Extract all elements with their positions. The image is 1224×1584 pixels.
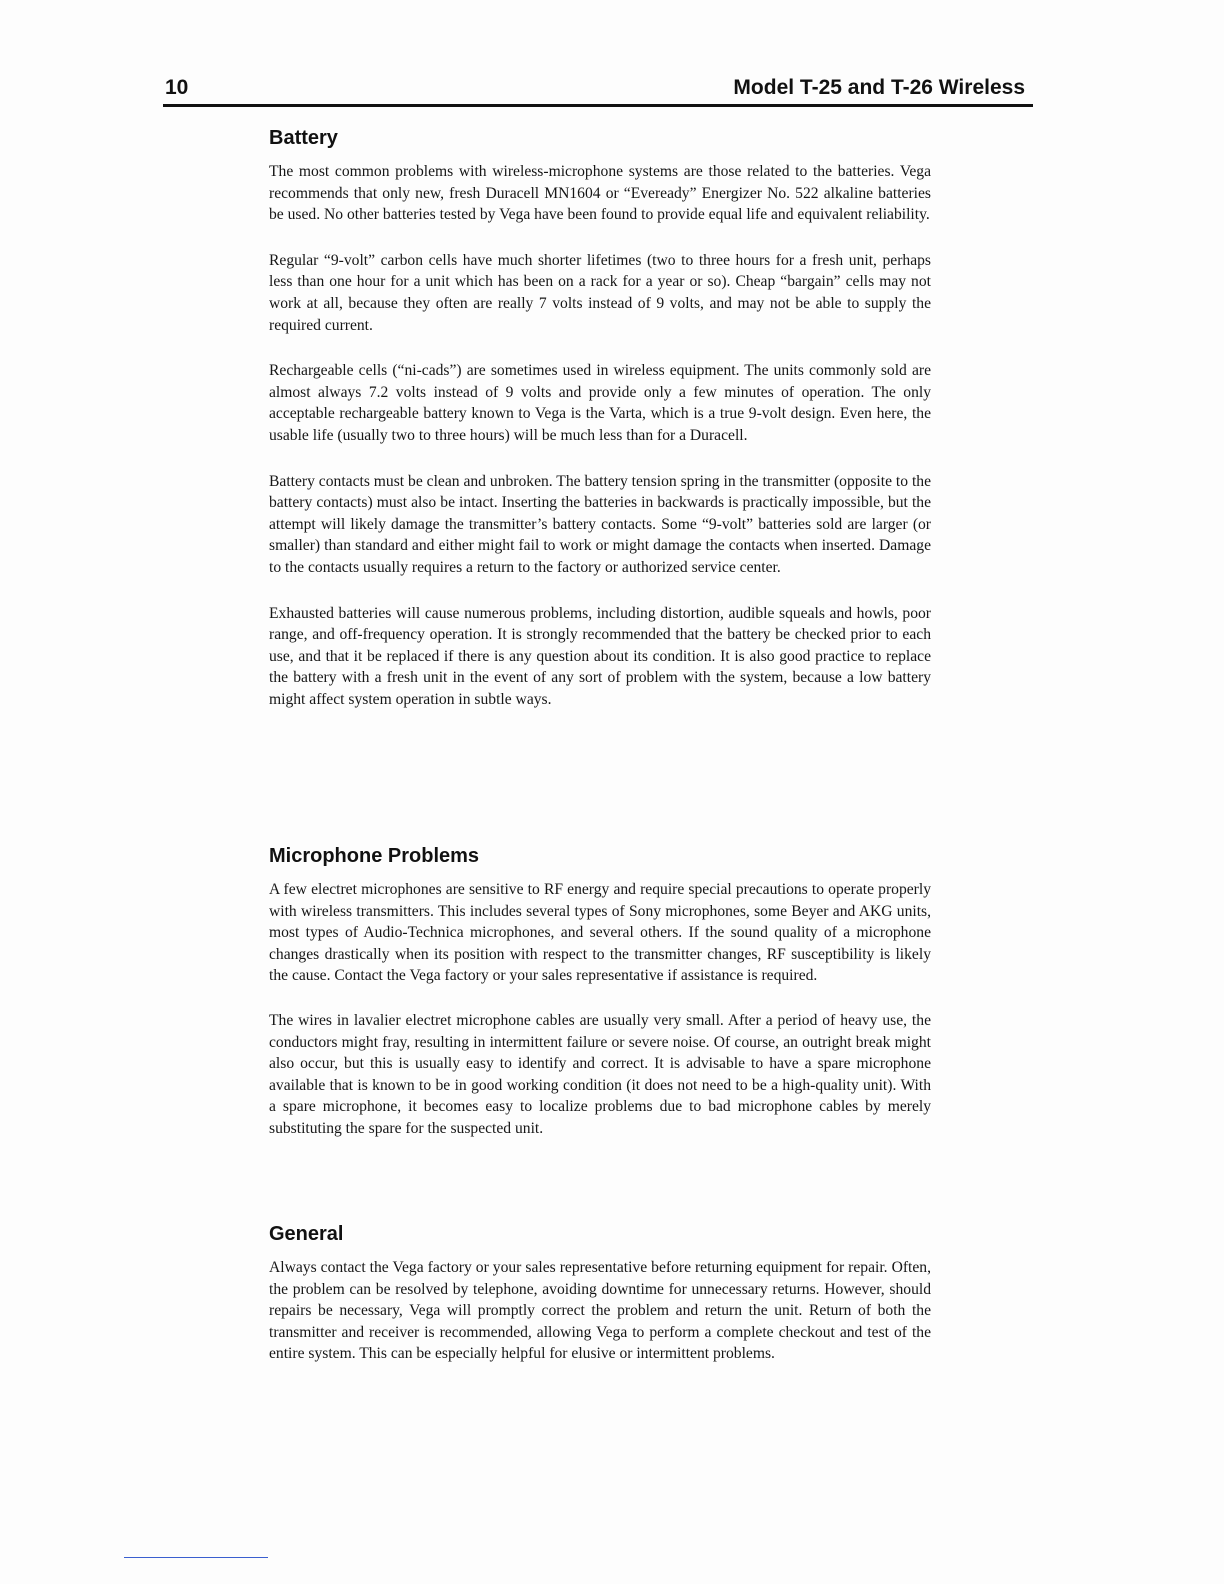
paragraph: Exhausted batteries will cause numerous problems, including distortion, audible squeals and howls, poor range, and off-frequency operation. It is strongly recommended that the battery be checked prior to each use, and that it be replaced if there is any question about its condition. It is also good practice to replace the battery with a fresh unit in the event of any sort of problem with the system, because a low battery might affect system operation in subtle ways. xyxy=(269,604,931,708)
paragraph: Battery contacts must be clean and unbroken. The battery tension spring in the transmitter (opposite to the battery contacts) must also be intact. Inserting the batteries in backwards is practically impossible, but the attempt will likely damage the transmitter’s battery contacts. Some “9-volt” batteries sold are larger (or smaller) than standard and either might fail to work or might damage the contacts when inserted. Damage to the contacts usually requires a return to the factory or authorized service center. xyxy=(269,472,931,576)
section-heading-general: General xyxy=(269,1223,344,1245)
paragraph: Rechargeable cells (“ni-cads”) are sometimes used in wireless equipment. The units commonly sold are almost always 7.2 volts instead of 9 volts and provide only a few minutes of operation. The only acceptable rechargeable battery known to Vega is the Varta, which is a true 9-volt design. Even here, the usable life (usually two to three hours) will be much less than for a Duracell. xyxy=(269,362,931,444)
page-number: 10 xyxy=(165,76,189,99)
section-heading-battery: Battery xyxy=(269,127,338,149)
section-heading-microphone-problems: Microphone Problems xyxy=(269,845,480,867)
page-header xyxy=(163,72,1033,104)
running-title: Model T-25 and T-26 Wireless xyxy=(733,76,1025,99)
paragraph: The wires in lavalier electret microphone cables are usually very small. After a period of heavy use, the conductors might fray, resulting in intermittent failure or severe noise. Of course, an outright break might also occur, but this is usually easy to identify and correct. It is advisable to have a spare microphone available that is known to be in good working condition (it does not need to be a high-quality unit). With a spare microphone, it becomes easy to localize problems due to bad microphone cables by merely substituting the spare for the suspected unit. xyxy=(269,1011,931,1137)
paragraph: A few electret microphones are sensitive to RF energy and require special precautions to operate properly with wireless transmitters. This includes several types of Sony microphones, some Beyer and AKG units, most types of Audio-Technica microphones, and several others. If the sound quality of a microphone changes drastically when its position with respect to the transmitter changes, RF susceptibility is likely the cause. Contact the Vega factory or your sales representative if assistance is required. xyxy=(269,881,931,985)
header-rule xyxy=(163,104,1033,107)
section-microphone-problems xyxy=(269,839,931,1163)
paragraph: The most common problems with wireless-microphone systems are those related to the batteries. Vega recommends that only new, fresh Duracell MN1604 or “Eveready” Energizer No. 522 alkaline batteries be used. No other batteries tested by Vega have been found to provide equal life and equivalent reliability. xyxy=(269,163,931,224)
section-battery xyxy=(269,118,931,734)
paragraph: Always contact the Vega factory or your sales representative before returning equipment for repair. Often, the problem can be resolved by telephone, avoiding downtime for unnecessary returns. However, should repairs be necessary, Vega will promptly correct the problem and return the unit. Return of both the transmitter and receiver is recommended, allowing Vega to perform a complete checkout and test of the entire system. This can be especially helpful for elusive or intermittent problems. xyxy=(269,1259,931,1363)
footnote-rule xyxy=(124,1557,268,1558)
paragraph: Regular “9-volt” carbon cells have much shorter lifetimes (two to three hours for a fresh unit, perhaps less than one hour for a unit which has been on a rack for a year or so). Cheap “bargain” cells may not work at all, because they often are really 7 volts instead of 9 volts, and may not be able to supply the required current. xyxy=(269,251,931,334)
section-general xyxy=(269,1217,931,1365)
